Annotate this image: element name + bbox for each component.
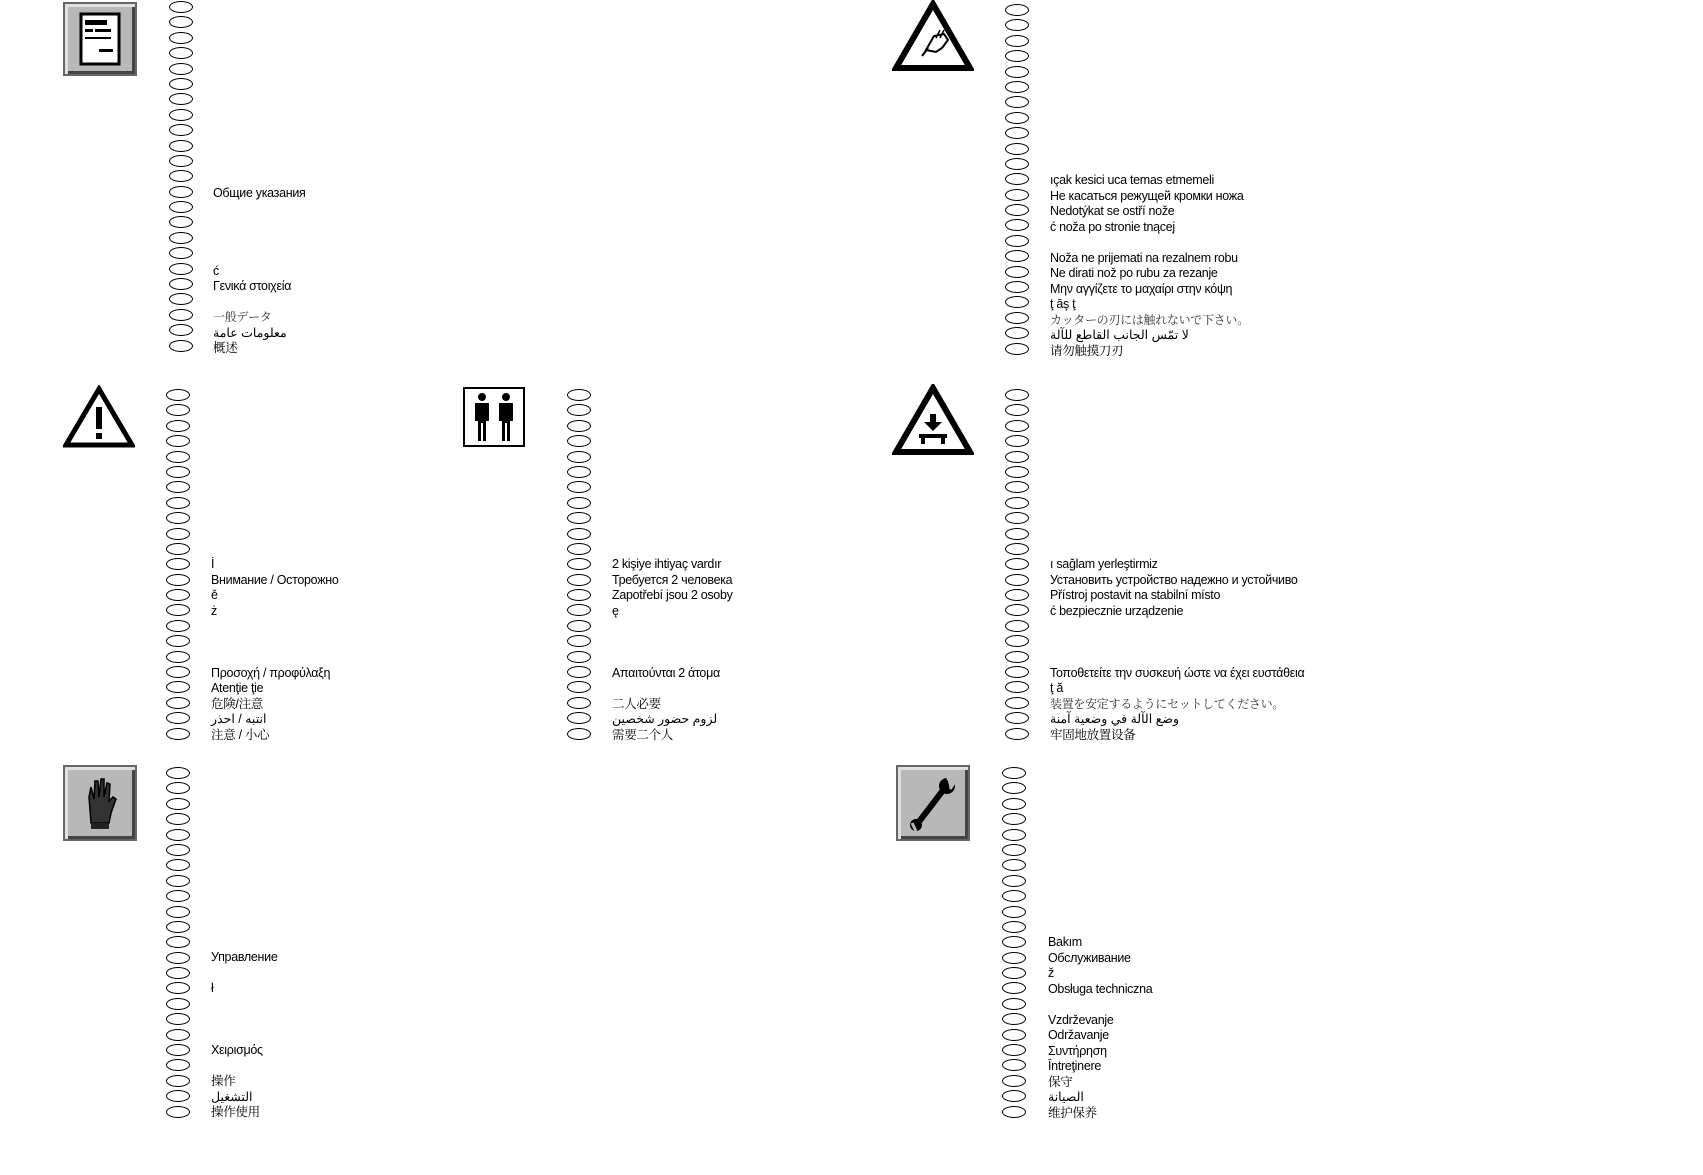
binding-hole xyxy=(166,906,190,918)
binding-hole xyxy=(166,651,190,663)
binding-hole xyxy=(1005,681,1029,693)
text-line: 操作使用 xyxy=(211,1105,260,1119)
binding-hole xyxy=(1005,81,1029,93)
text-line xyxy=(1048,997,1152,1013)
binding-hole xyxy=(166,1106,190,1118)
text-line: 危険/注意 xyxy=(211,696,263,711)
binding-hole xyxy=(1002,1029,1026,1041)
binding-hole xyxy=(1002,921,1026,933)
binding-hole xyxy=(1005,112,1029,124)
binding-hole xyxy=(1005,589,1029,601)
section-two-persons-text xyxy=(612,557,733,743)
binding-hole xyxy=(166,728,190,740)
binding-hole xyxy=(1005,50,1029,62)
binding-hole xyxy=(166,466,190,478)
binding-hole xyxy=(166,404,190,416)
binding-hole xyxy=(169,32,193,44)
binding-hole xyxy=(166,666,190,678)
binding-hole xyxy=(567,712,591,724)
binding-hole xyxy=(1005,343,1029,355)
binding-hole xyxy=(169,263,193,275)
binding-hole xyxy=(166,604,190,616)
binding-hole xyxy=(1005,173,1029,185)
binding-hole xyxy=(1002,890,1026,902)
binding-hole xyxy=(1005,651,1029,663)
binding-hole xyxy=(1005,158,1029,170)
text-line: ę xyxy=(612,603,619,618)
binding-hole xyxy=(166,558,190,570)
binding-hole xyxy=(166,1029,190,1041)
binding-hole xyxy=(1005,528,1029,540)
binding-hole xyxy=(1002,844,1026,856)
section-general-text xyxy=(213,186,306,357)
text-line: 一般データ xyxy=(213,310,272,324)
binding-hole xyxy=(567,728,591,740)
text-line: Συντήρηση xyxy=(1048,1043,1107,1058)
text-line: ı sağlam yerleştirmiz xyxy=(1050,557,1158,571)
text-line: ž xyxy=(1048,966,1054,980)
section-operation-text xyxy=(211,950,278,1121)
text-line: Обслуживание xyxy=(1048,950,1131,965)
binding-hole xyxy=(1002,967,1026,979)
text-line: 需要二个人 xyxy=(612,727,674,742)
binding-hole xyxy=(567,604,591,616)
binding-holes-mid-right xyxy=(1005,389,1031,743)
text-line: Ne dirati nož po rubu za rezanje xyxy=(1050,266,1218,280)
binding-hole xyxy=(169,278,193,290)
text-line xyxy=(612,619,733,635)
text-line: Nedotýkat se ostří nože xyxy=(1050,204,1175,218)
text-line: Bakım xyxy=(1048,935,1082,949)
binding-hole xyxy=(567,389,591,401)
binding-hole xyxy=(1005,96,1029,108)
binding-hole xyxy=(1005,389,1029,401)
text-line xyxy=(213,233,306,249)
binding-hole xyxy=(166,589,190,601)
binding-hole xyxy=(166,451,190,463)
binding-hole xyxy=(1002,1075,1026,1087)
binding-hole xyxy=(1002,998,1026,1010)
binding-hole xyxy=(1005,558,1029,570)
binding-hole xyxy=(1002,1059,1026,1071)
binding-hole xyxy=(166,420,190,432)
binding-hole xyxy=(166,844,190,856)
text-line: Přístroj postavit na stabilní místo xyxy=(1050,588,1221,602)
binding-hole xyxy=(1005,543,1029,555)
binding-hole xyxy=(1002,1106,1026,1118)
binding-hole xyxy=(1002,906,1026,918)
binding-hole xyxy=(1005,235,1029,247)
binding-hole xyxy=(1002,875,1026,887)
binding-hole xyxy=(166,1044,190,1056)
binding-hole xyxy=(169,201,193,213)
binding-hole xyxy=(1005,404,1029,416)
text-line xyxy=(211,997,278,1013)
binding-hole xyxy=(1005,312,1029,324)
binding-hole xyxy=(169,232,193,244)
text-line: 二人必要 xyxy=(612,696,661,711)
text-line: Установить устройство надежно и устойчиво xyxy=(1050,572,1298,587)
binding-hole xyxy=(567,466,591,478)
binding-hole xyxy=(1005,712,1029,724)
binding-hole xyxy=(1002,859,1026,871)
binding-hole xyxy=(169,186,193,198)
binding-hole xyxy=(567,697,591,709)
binding-hole xyxy=(1005,481,1029,493)
text-line: ě xyxy=(211,588,218,602)
text-line: التشغيل xyxy=(211,1089,253,1104)
binding-hole xyxy=(169,155,193,167)
binding-hole xyxy=(1005,497,1029,509)
text-line: 维护保养 xyxy=(1048,1105,1097,1120)
text-line: 牢固地放置设备 xyxy=(1050,727,1136,742)
binding-hole xyxy=(169,309,193,321)
text-line xyxy=(211,1028,278,1044)
text-line: لزوم حضور شخصين xyxy=(612,712,718,726)
binding-holes-top-right xyxy=(1005,4,1031,358)
text-line: Întreţinere xyxy=(1048,1059,1101,1073)
binding-holes-mid-center xyxy=(567,389,593,743)
binding-hole xyxy=(567,451,591,463)
section-maintenance-text xyxy=(1048,935,1152,1121)
text-line: Χειρισμός xyxy=(211,1043,263,1057)
section-stable-text xyxy=(1050,557,1304,743)
binding-hole xyxy=(1002,1090,1026,1102)
text-line: Γενικά στοιχεία xyxy=(213,279,292,293)
binding-hole xyxy=(1005,296,1029,308)
text-line xyxy=(211,966,278,982)
binding-hole xyxy=(166,512,190,524)
binding-hole xyxy=(166,681,190,693)
binding-hole xyxy=(169,1,193,13)
binding-hole xyxy=(1002,829,1026,841)
text-line: Μην αγγίζετε το μαχαίρι στην κόψη xyxy=(1050,281,1233,296)
text-line: معلومات عامة xyxy=(213,325,287,340)
text-line xyxy=(612,650,733,666)
binding-hole xyxy=(166,1059,190,1071)
text-line xyxy=(211,650,339,666)
binding-hole xyxy=(166,952,190,964)
binding-hole xyxy=(166,798,190,810)
text-line: 概述 xyxy=(213,341,238,355)
text-line xyxy=(1050,635,1304,651)
binding-hole xyxy=(1005,435,1029,447)
text-line xyxy=(1050,235,1249,251)
binding-hole xyxy=(1005,327,1029,339)
binding-hole xyxy=(1005,466,1029,478)
text-line xyxy=(612,681,733,697)
binding-hole xyxy=(1002,952,1026,964)
text-line xyxy=(213,295,306,311)
binding-hole xyxy=(1002,813,1026,825)
binding-hole xyxy=(1002,798,1026,810)
text-line: وضع الآلة في وضعية آمنة xyxy=(1050,712,1179,726)
binding-hole xyxy=(567,651,591,663)
binding-hole xyxy=(1005,635,1029,647)
binding-hole xyxy=(567,666,591,678)
binding-hole xyxy=(169,293,193,305)
text-line: 保守 xyxy=(1048,1074,1073,1089)
text-line: Προσοχή / προφύλαξη xyxy=(211,665,331,680)
binding-hole xyxy=(169,47,193,59)
binding-hole xyxy=(166,543,190,555)
binding-hole xyxy=(166,481,190,493)
binding-hole xyxy=(166,767,190,779)
binding-hole xyxy=(1005,574,1029,586)
binding-hole xyxy=(567,681,591,693)
text-line: لا تمّس الجانب القاطع للآلة xyxy=(1050,328,1189,342)
binding-hole xyxy=(567,512,591,524)
text-line: 2 kişiye ihtiyaç vardır xyxy=(612,557,722,571)
binding-hole xyxy=(166,574,190,586)
text-line: Управление xyxy=(211,950,278,964)
binding-hole xyxy=(1002,936,1026,948)
text-line: Noža ne prijemati na rezalnem robu xyxy=(1050,250,1238,265)
binding-hole xyxy=(166,859,190,871)
text-line: ć xyxy=(213,263,219,278)
text-line: Общие указания xyxy=(213,186,306,200)
binding-hole xyxy=(169,109,193,121)
binding-hole xyxy=(1005,127,1029,139)
binding-hole xyxy=(567,435,591,447)
binding-hole xyxy=(1005,666,1029,678)
binding-hole xyxy=(1005,19,1029,31)
binding-hole xyxy=(1005,35,1029,47)
text-line: ţ ă xyxy=(1050,681,1063,695)
binding-hole xyxy=(1005,143,1029,155)
text-line: Zapotřebí jsou 2 osoby xyxy=(612,588,733,602)
exclamation-warning-icon xyxy=(63,385,135,449)
text-line: 操作 xyxy=(211,1074,236,1088)
wrench-icon xyxy=(896,765,970,841)
text-line: 装置を安定するようにセットしてください。 xyxy=(1050,696,1285,711)
binding-hole xyxy=(169,16,193,28)
text-line xyxy=(612,635,733,651)
binding-hole xyxy=(166,936,190,948)
binding-hole xyxy=(1005,204,1029,216)
binding-hole xyxy=(166,1075,190,1087)
text-line: ć bezpiecznie urządzenie xyxy=(1050,603,1184,618)
binding-hole xyxy=(1005,620,1029,632)
text-line: انتبه / احذر xyxy=(211,712,267,726)
binding-hole xyxy=(166,998,190,1010)
binding-hole xyxy=(169,93,193,105)
text-line: Atenţie ţie xyxy=(211,681,264,695)
text-line: İ xyxy=(211,557,215,571)
binding-hole xyxy=(1005,420,1029,432)
text-line: 注意 / 小心 xyxy=(211,727,270,742)
binding-hole xyxy=(166,921,190,933)
stable-placement-warning-icon xyxy=(892,384,974,456)
binding-hole xyxy=(1002,1013,1026,1025)
binding-hole xyxy=(1002,982,1026,994)
text-line: Требуется 2 человека xyxy=(612,572,733,587)
binding-holes-top-left xyxy=(169,1,195,355)
binding-hole xyxy=(1005,451,1029,463)
binding-hole xyxy=(166,497,190,509)
binding-hole xyxy=(567,589,591,601)
binding-hole xyxy=(1005,66,1029,78)
binding-hole xyxy=(169,78,193,90)
binding-hole xyxy=(169,324,193,336)
binding-hole xyxy=(166,1090,190,1102)
knife-hand-warning-icon xyxy=(892,0,974,72)
document-icon xyxy=(63,2,137,76)
binding-hole xyxy=(1005,250,1029,262)
text-line: ż xyxy=(211,603,217,618)
text-line: Održavanje xyxy=(1048,1028,1109,1042)
text-line: الصيانة xyxy=(1048,1090,1084,1104)
binding-hole xyxy=(169,340,193,352)
binding-hole xyxy=(166,712,190,724)
two-persons-icon xyxy=(463,387,525,447)
binding-hole xyxy=(166,967,190,979)
text-line: ł xyxy=(211,981,214,995)
binding-hole xyxy=(567,574,591,586)
binding-hole xyxy=(1005,728,1029,740)
section-knife-text xyxy=(1050,173,1249,359)
text-line xyxy=(213,248,306,264)
binding-hole xyxy=(166,635,190,647)
text-line: Obsługa techniczna xyxy=(1048,981,1153,996)
binding-holes-mid-left xyxy=(166,389,192,743)
binding-hole xyxy=(169,170,193,182)
binding-hole xyxy=(169,124,193,136)
binding-hole xyxy=(1005,604,1029,616)
text-line: Не касаться режущей кромки ножа xyxy=(1050,188,1244,203)
text-line: 请勿触摸刀刃 xyxy=(1050,343,1124,358)
text-line xyxy=(211,619,339,635)
text-line xyxy=(211,1059,278,1075)
text-line: カッターの刃には触れないで下さい。 xyxy=(1050,312,1249,327)
binding-hole xyxy=(567,528,591,540)
text-line xyxy=(1050,619,1304,635)
text-line xyxy=(213,202,306,218)
text-line: Vzdrževanje xyxy=(1048,1012,1114,1027)
binding-hole xyxy=(567,420,591,432)
text-line: ć noža po stronie tnącej xyxy=(1050,219,1175,234)
text-line xyxy=(211,635,339,651)
text-line: Τοποθετείτε την συσκευή ώστε να έχει ευστάθεια xyxy=(1050,665,1305,680)
glove-hand-icon xyxy=(63,765,137,841)
binding-hole xyxy=(1005,512,1029,524)
binding-hole xyxy=(1002,782,1026,794)
binding-hole xyxy=(166,389,190,401)
text-line xyxy=(211,1012,278,1028)
text-line: ţ āş ţ xyxy=(1050,297,1076,311)
text-line: ıçak kesici uca temas etmemeli xyxy=(1050,173,1214,187)
binding-hole xyxy=(169,247,193,259)
binding-hole xyxy=(1002,1044,1026,1056)
binding-hole xyxy=(166,435,190,447)
binding-hole xyxy=(166,813,190,825)
binding-hole xyxy=(567,635,591,647)
binding-hole xyxy=(166,875,190,887)
binding-hole xyxy=(166,528,190,540)
binding-hole xyxy=(1005,189,1029,201)
binding-hole xyxy=(166,982,190,994)
binding-hole xyxy=(166,829,190,841)
text-line xyxy=(1050,650,1304,666)
text-line xyxy=(213,217,306,233)
binding-hole xyxy=(567,481,591,493)
binding-hole xyxy=(567,404,591,416)
binding-hole xyxy=(567,620,591,632)
section-caution-text xyxy=(211,557,339,743)
binding-hole xyxy=(169,140,193,152)
binding-hole xyxy=(1005,266,1029,278)
text-line: Внимание / Осторожно xyxy=(211,572,339,587)
text-line: Απαιτούνται 2 άτομα xyxy=(612,665,720,680)
binding-hole xyxy=(166,1013,190,1025)
binding-hole xyxy=(1005,697,1029,709)
binding-hole xyxy=(567,558,591,570)
binding-hole xyxy=(166,697,190,709)
binding-hole xyxy=(567,543,591,555)
binding-hole xyxy=(166,782,190,794)
binding-hole xyxy=(1002,767,1026,779)
binding-hole xyxy=(567,497,591,509)
binding-hole xyxy=(166,620,190,632)
binding-hole xyxy=(169,63,193,75)
binding-hole xyxy=(169,216,193,228)
binding-hole xyxy=(1005,281,1029,293)
binding-holes-bottom-right xyxy=(1002,767,1028,1121)
binding-hole xyxy=(1005,4,1029,16)
binding-holes-bottom-left xyxy=(166,767,192,1121)
binding-hole xyxy=(1005,219,1029,231)
binding-hole xyxy=(166,890,190,902)
